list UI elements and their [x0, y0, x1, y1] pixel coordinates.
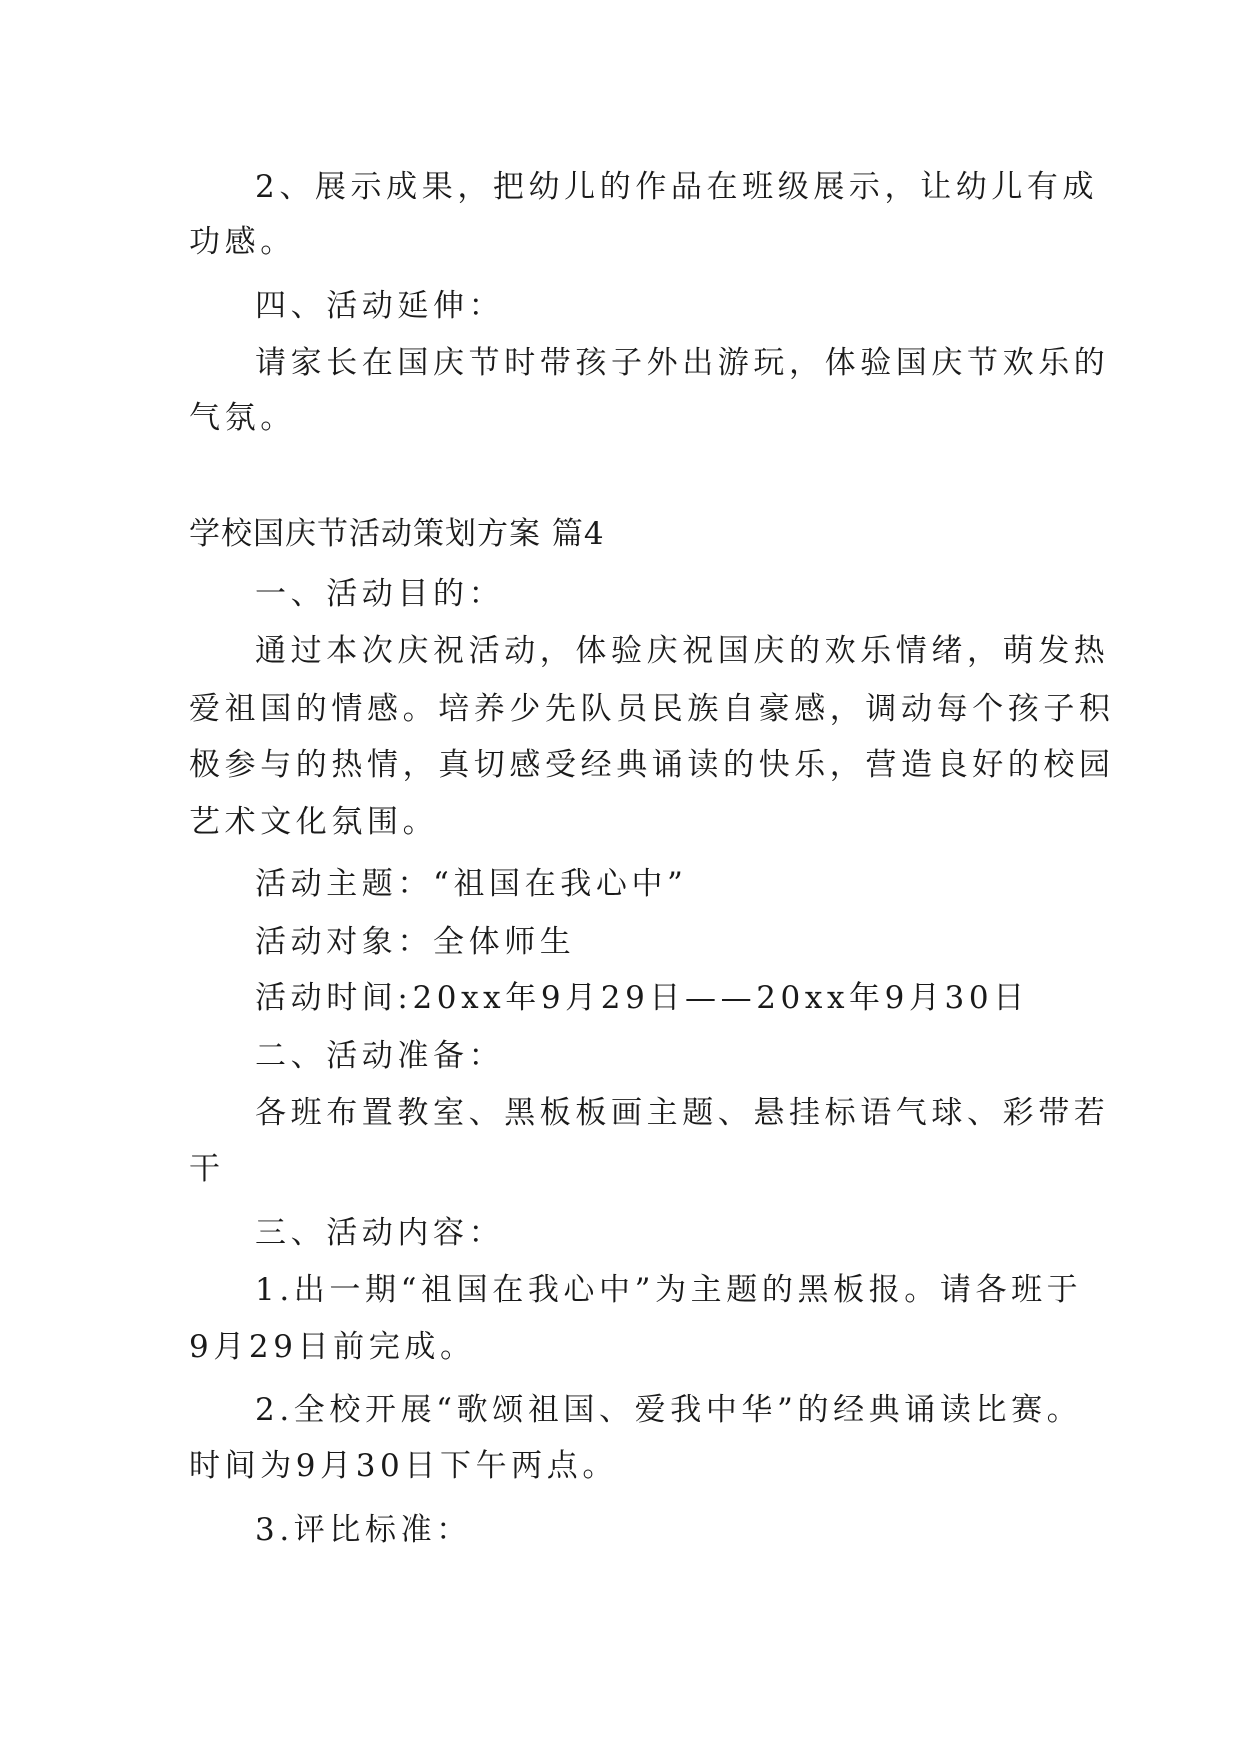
section-heading: 三、活动内容： — [255, 1215, 505, 1251]
paragraph-line: 功感。 — [189, 224, 296, 260]
paragraph-line: 通过本次庆祝活动，体验庆祝国庆的欢乐情绪，萌发热 — [255, 633, 1110, 669]
paragraph-line: 气氛。 — [189, 400, 296, 436]
list-item-1-continued: 9月29日前完成。 — [189, 1329, 476, 1365]
activity-theme: 活动主题：“祖国在我心中” — [255, 866, 688, 902]
list-item-2-continued: 时间为9月30日下午两点。 — [189, 1448, 618, 1484]
list-item-2: 2.全校开展“歌颂祖国、爱我中华”的经典诵读比赛。 — [255, 1392, 1083, 1428]
paragraph-line: 艺术文化氛围。 — [189, 804, 439, 840]
paragraph-line: 请家长在国庆节时带孩子外出游玩，体验国庆节欢乐的 — [255, 345, 1110, 381]
paragraph-line: 2、展示成果，把幼儿的作品在班级展示，让幼儿有成 — [255, 169, 1099, 205]
section-heading: 四、活动延伸： — [255, 288, 505, 324]
section-heading: 一、活动目的： — [255, 576, 505, 612]
activity-time: 活动时间:20xx年9月29日——20xx年9月30日 — [255, 980, 1029, 1016]
paragraph-line: 各班布置教室、黑板板画主题、悬挂标语气球、彩带若 — [255, 1095, 1110, 1131]
chapter-title: 学校国庆节活动策划方案 篇4 — [189, 516, 605, 552]
paragraph-line: 爱祖国的情感。培养少先队员民族自豪感，调动每个孩子积 — [189, 691, 1115, 727]
list-item-3: 3.评比标准： — [255, 1512, 472, 1548]
activity-participants: 活动对象：全体师生 — [255, 924, 576, 960]
paragraph-line: 极参与的热情，真切感受经典诵读的快乐，营造良好的校园 — [189, 747, 1115, 783]
section-heading: 二、活动准备： — [255, 1038, 505, 1074]
list-item-1: 1.出一期“祖国在我心中”为主题的黑板报。请各班于 — [255, 1272, 1083, 1308]
paragraph-line: 干 — [189, 1151, 225, 1187]
